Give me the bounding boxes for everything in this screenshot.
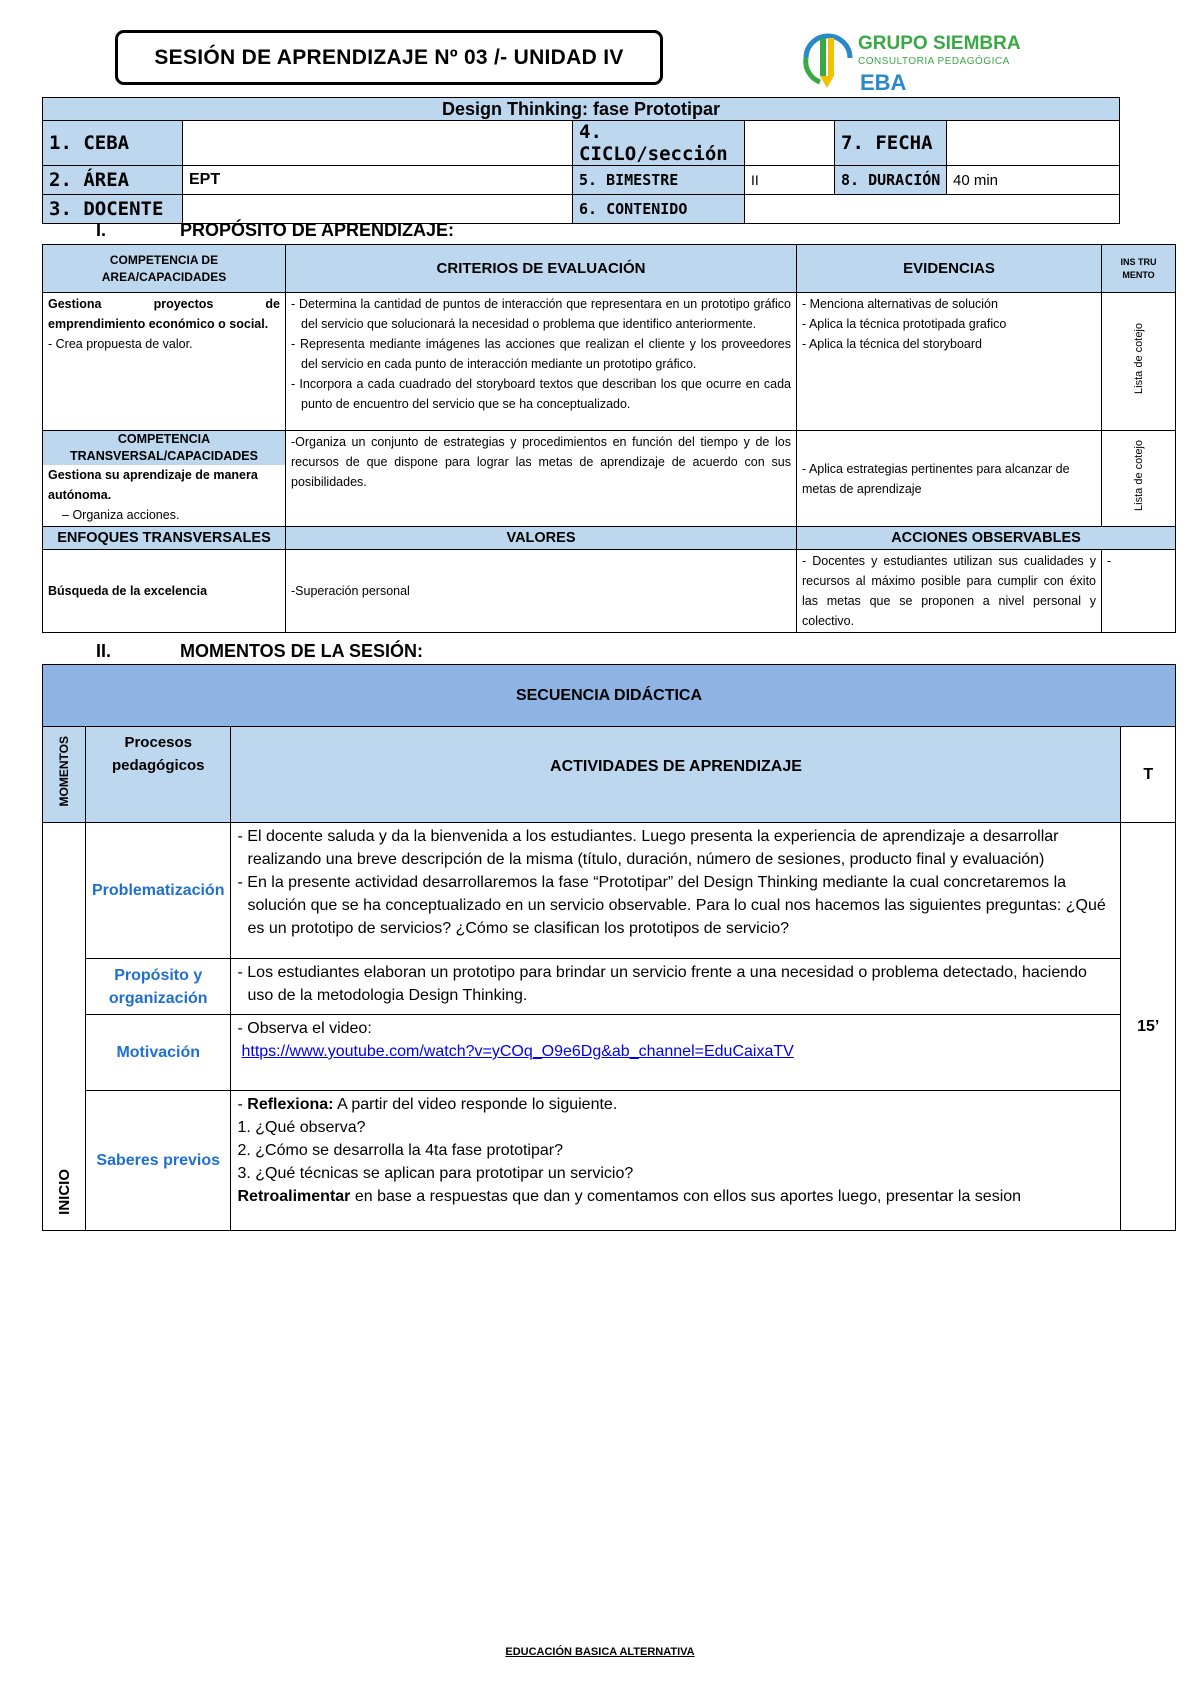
section2-title: MOMENTOS DE LA SESIÓN: <box>180 641 424 661</box>
saberes-label: Saberes previos <box>86 1091 231 1231</box>
header-info-table <box>42 97 1120 224</box>
purpose-table <box>42 244 1176 633</box>
saberes-intro: A partir del video responde lo siguiente. <box>337 1096 618 1113</box>
logo-subtitle: CONSULTORIA PEDAGÓGICA <box>858 56 1010 67</box>
evidencia-item: - Aplica la técnica del storyboard <box>812 334 1096 354</box>
evidencias-cell <box>797 293 1102 431</box>
sequence-title: SECUENCIA DIDÁCTICA <box>43 665 1176 727</box>
section1-title: PROPÓSITO DE APRENDIZAJE: <box>180 220 455 240</box>
grupo-siembra-logo <box>800 30 1030 96</box>
accion-cell: - Docentes y estudiantes utilizan sus cualidades y recursos al máximo posible para cumplir con éxito las metas que se proponen a nivel personal y colectivo. <box>797 550 1102 633</box>
retro-bold: Retroalimentar <box>237 1188 351 1205</box>
logo-eba: EBA <box>860 70 907 95</box>
bimestre-label: 5. BIMESTRE <box>573 166 745 195</box>
proposito-label: Propósito y organización <box>86 959 231 1015</box>
footer-text: EDUCACIÓN BASICA ALTERNATIVA <box>505 1646 695 1658</box>
col-evidencias: EVIDENCIAS <box>797 245 1102 293</box>
instrumento2-cell <box>1102 431 1176 527</box>
ciclo-label: 4. CICLO/sección <box>573 121 745 166</box>
video-link[interactable]: https://www.youtube.com/watch?v=yCOq_O9e6Dg&ab_channel=EduCaixaTV <box>241 1043 794 1060</box>
col-actividades: ACTIVIDADES DE APRENDIZAJE <box>231 727 1121 823</box>
enfoque-cell: Búsqueda de la excelencia <box>43 550 286 633</box>
momento-inicio: INICIO <box>55 1169 73 1215</box>
instrumento2-text: Lista de cotejo <box>1132 440 1145 511</box>
col-instrumento: INS TRU MENTO <box>1102 245 1176 293</box>
criterio-item: - Representa mediante imágenes las acciones que realizan el cliente y los proveedores del servicio en cada punto de interacción mediante un prototipo gráfico. <box>301 334 791 374</box>
momento-cell <box>43 823 86 1231</box>
saberes-bold: Reflexiona: <box>247 1096 334 1113</box>
bimestre-value: II <box>745 166 835 195</box>
topic-title: Design Thinking: fase Prototipar <box>43 98 1120 121</box>
transversal-cell: COMPETENCIA TRANSVERSAL/CAPACIDADES Gestiona su aprendizaje de manera autónoma. – Organiza acciones. <box>43 431 286 527</box>
evidencia-item: - Menciona alternativas de solución <box>812 294 1096 314</box>
transversal-cap-text: Organiza acciones. <box>72 508 180 522</box>
ceba-value <box>183 121 573 166</box>
area-label: 2. ÁREA <box>43 166 183 195</box>
saberes-question: 1. ¿Qué observa? <box>237 1119 366 1136</box>
proposito-text: - Los estudiantes elaboran un prototipo para brindar un servicio frente a una necesidad o problema detectado, haciendo uso de la metodologia Design Thinking. <box>247 961 1114 1007</box>
col-enfoques: ENFOQUES TRANSVERSALES <box>43 527 286 550</box>
valor-cell: -Superación personal <box>286 550 797 633</box>
col-criterios: CRITERIOS DE EVALUACIÓN <box>286 245 797 293</box>
accion-instr-cell: - <box>1102 550 1176 633</box>
instrumento1-cell <box>1102 293 1176 431</box>
col-momentos-cell <box>43 727 86 823</box>
saberes-question: 3. ¿Qué técnicas se aplican para prototipar un servicio? <box>237 1165 634 1182</box>
accion-text: Docentes y estudiantes utilizan sus cualidades y recursos al máximo posible para cumplir con éxito las metas que se proponen a nivel personal y colectivo. <box>802 554 1096 628</box>
col-valores: VALORES <box>286 527 797 550</box>
transversal-criterio-text: Organiza un conjunto de estrategias y procedimientos en función del tiempo y de los recursos de que dispone para lograr las metas de aprendizaje de acuerdo con sus posibilidades. <box>291 435 791 489</box>
area-value: EPT <box>183 166 573 195</box>
time-cell: 15’ <box>1121 823 1176 1231</box>
evidencia-item: - Aplica la técnica prototipada grafico <box>812 314 1096 334</box>
col-acciones: ACCIONES OBSERVABLES <box>797 527 1176 550</box>
criterios-cell <box>286 293 797 431</box>
capacidad-text: Crea propuesta de valor. <box>55 337 193 351</box>
duracion-value: 40 min <box>947 166 1120 195</box>
section2-number: II. <box>96 641 112 661</box>
transversal-text: Gestiona su aprendizaje de manera autónoma. <box>48 468 258 502</box>
pencil-logo-icon <box>800 30 856 92</box>
fecha-value <box>947 121 1120 166</box>
saberes-cell: - Reflexiona: A partir del video responde lo siguiente. 1. ¿Qué observa? 2. ¿Cómo se desarrolla la 4ta fase prototipar? 3. ¿Qué técnicas se aplican para prototipar un servicio? Retroalimentar en base a respuestas que dan y comentamos con ellos sus aportes luego, presentar la sesion <box>231 1091 1121 1231</box>
motivacion-label: Motivación <box>86 1015 231 1091</box>
problematizacion-item: - En la presente actividad desarrollaremos la fase “Prototipar” del Design Thinking mediante la cual concretaremos la solución que se ha conceptualizado en un servicio observable. Para lo cual nos hacemos las siguientes preguntas: ¿Qué es un prototipo de servicios? ¿Cómo se clasifican los prototipos de servicio? <box>247 871 1114 940</box>
section1-number: I. <box>96 220 107 240</box>
contenido-label: 6. CONTENIDO <box>573 195 745 224</box>
transversal-criterio-cell: -Organiza un conjunto de estrategias y procedimientos en función del tiempo y de los recursos de que dispone para lograr las metas de aprendizaje de acuerdo con sus posibilidades. <box>286 431 797 527</box>
logo-name: GRUPO SIEMBRA <box>858 33 1021 54</box>
proposito-cell <box>231 959 1121 1015</box>
col-competencia: COMPETENCIA DE AREA/CAPACIDADES <box>43 245 286 293</box>
fecha-label: 7. FECHA <box>835 121 947 166</box>
session-title: SESIÓN DE APRENDIZAJE Nº 03 /- UNIDAD IV <box>115 30 663 85</box>
criterio-item: - Incorpora a cada cuadrado del storyboard textos que describan los que ocurre en cada punto de encuentro del servicio que se ha conceptualizado. <box>301 374 791 414</box>
ciclo-value <box>745 121 835 166</box>
col-momentos: MOMENTOS <box>56 735 71 807</box>
instrumento1-text: Lista de cotejo <box>1132 323 1145 394</box>
duracion-label: 8. DURACIÓN <box>835 166 947 195</box>
problematizacion-item: - El docente saluda y da la bienvenida a los estudiantes. Luego presenta la experiencia de aprendizaje a desarrollar realizando una breve descripción de la misma (título, duración, número de sesiones, producto final y evaluación) <box>247 825 1114 871</box>
problematizacion-cell <box>231 823 1121 959</box>
criterio-item: - Determina la cantidad de puntos de interacción que representara en un prototipo gráfico del servicio que solucionará la necesidad o problema que identifico anteriormente. <box>301 294 791 334</box>
col-procesos: Procesos pedagógicos <box>86 727 231 823</box>
col-t: T <box>1121 727 1176 823</box>
motivacion-cell <box>231 1015 1121 1091</box>
contenido-value <box>745 195 1120 224</box>
valor-text: Superación personal <box>295 584 410 598</box>
sequence-table <box>42 664 1176 1231</box>
problematizacion-label: Problematización <box>86 823 231 959</box>
competencia-text: Gestiona proyectos de emprendimiento económico o social. <box>48 297 280 331</box>
transversal-evidencia-text: Aplica estrategias pertinentes para alcanzar de metas de aprendizaje <box>802 461 1070 496</box>
motivacion-text: - Observa el video: <box>247 1017 1114 1040</box>
competencia-cell: Gestiona proyectos de emprendimiento económico o social. - Crea propuesta de valor. <box>43 293 286 431</box>
docente-label: 3. DOCENTE <box>43 195 183 224</box>
retro-text: en base a respuestas que dan y comentamos con ellos sus aportes luego, presentar la sesion <box>354 1188 1022 1205</box>
saberes-question: 2. ¿Cómo se desarrolla la 4ta fase prototipar? <box>237 1142 563 1159</box>
transversal-evidencia-cell: - Aplica estrategias pertinentes para alcanzar de metas de aprendizaje <box>797 431 1102 527</box>
transversal-title: COMPETENCIA TRANSVERSAL/CAPACIDADES <box>43 431 285 465</box>
ceba-label: 1. CEBA <box>43 121 183 166</box>
